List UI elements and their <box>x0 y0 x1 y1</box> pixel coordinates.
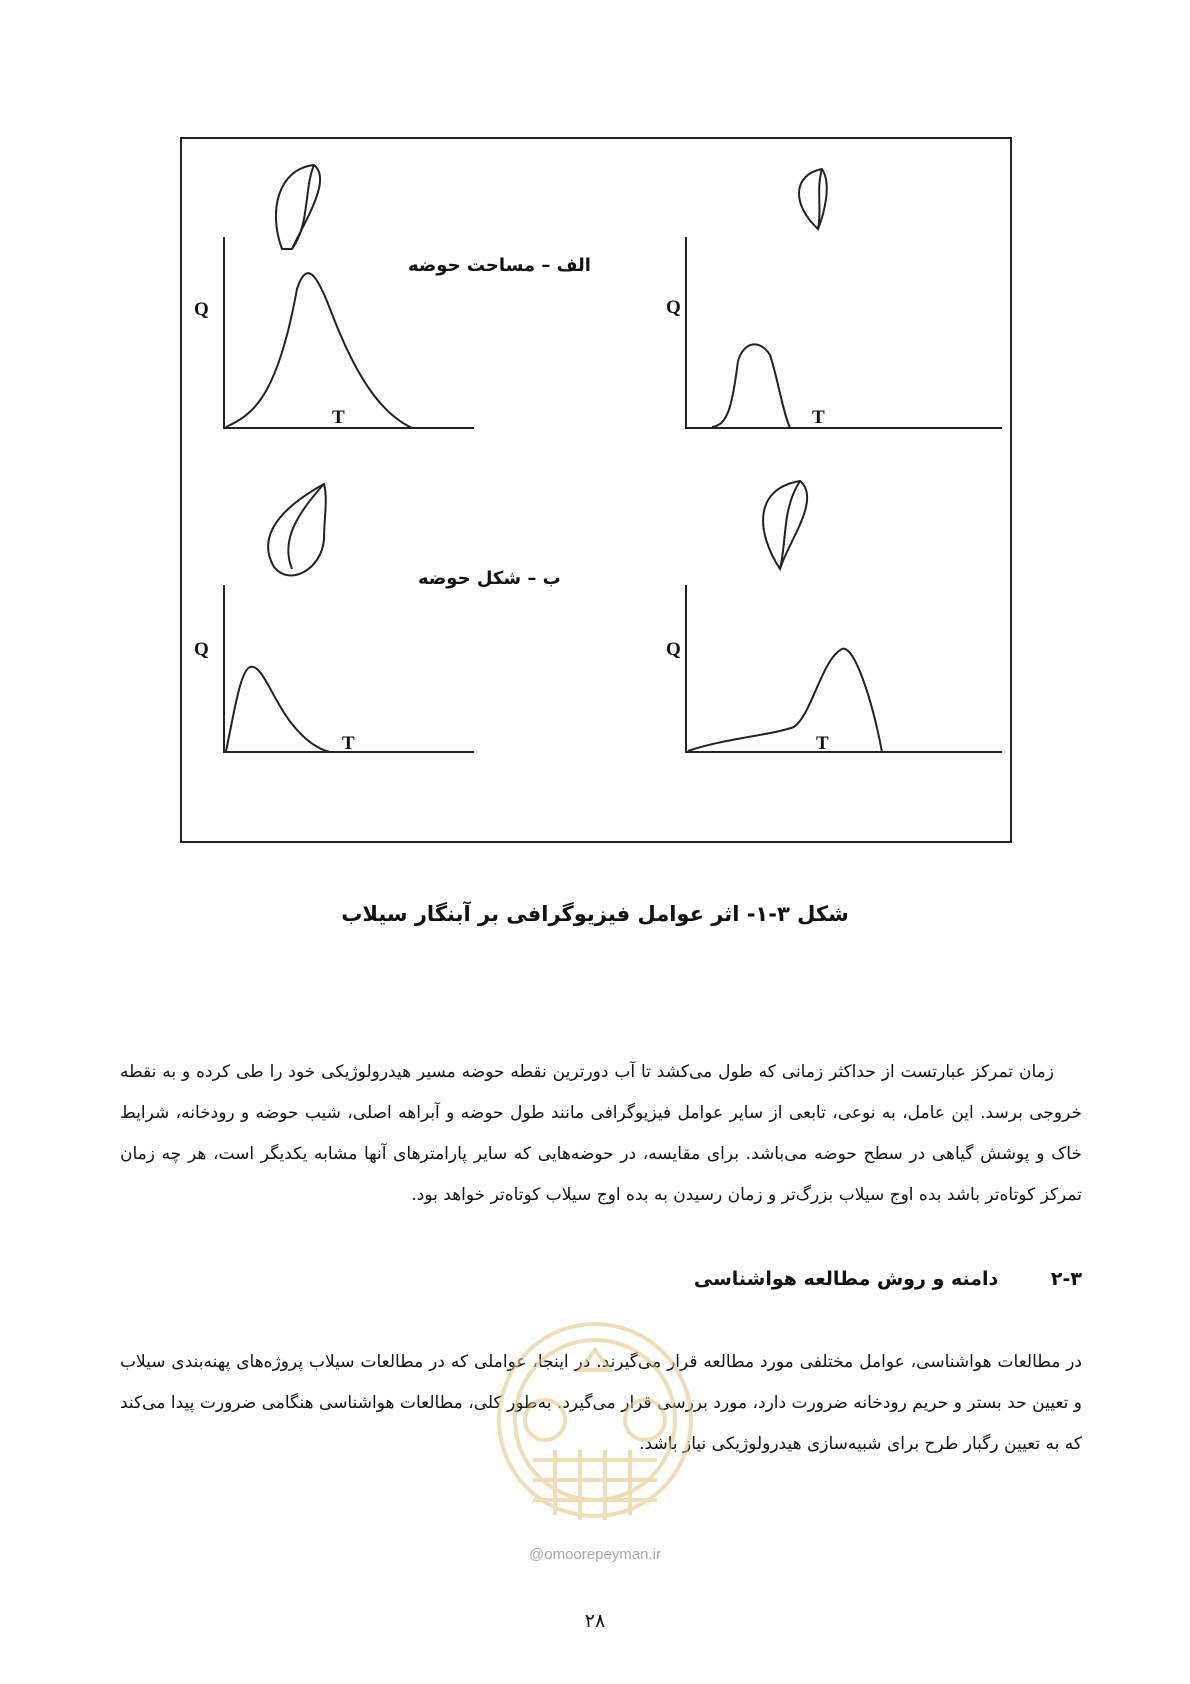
axis-label-t: T <box>342 733 355 754</box>
hydrograph-curve-wide-basin <box>226 667 330 752</box>
hydrograph-figure <box>182 139 1010 841</box>
paragraph-time-of-concentration: زمان تمرکز عبارتست از حداکثر زمانی که طول می‌کشد تا آب دورترین نقطه حوضه مسیر هیدرولوژیکی خود را طی کرده و به نقطه خروجی برسد. این عامل، به نوعی، تابعی از سایر عوامل فیزیوگرافی مانند طول حوضه و آبراهه اصلی، شیب حوضه و رودخانه، شرایط خاک و پوشش گیاهی در سطح حوضه می‌باشد. برای مقایسه، در حوضه‌هایی که سایر پارامترهای آنها مشابه یکدیگر است، هر چه زمان تمرکز کوتاه‌تر باشد بده اوج سیلاب بزرگ‌تر و زمان رسیدن به بده اوج سیلاب کوتاه‌تر خواهد بود. <box>120 1062 1082 1205</box>
section-heading <box>694 1268 1082 1290</box>
hydrograph-axes-a-right <box>686 237 1002 428</box>
axis-label-t: T <box>332 407 345 428</box>
basin-outline-wide <box>268 484 326 575</box>
watermark-url: @omoorepeyman.ir <box>529 1546 661 1563</box>
figure-caption: شکل ۳-۱- اثر عوامل فیزیوگرافی بر آبنگار سیلاب <box>341 902 849 926</box>
hydrograph-axes-b-right <box>686 585 1002 752</box>
axis-label-q: Q <box>666 297 681 318</box>
section-title: دامنه و روش مطالعه هواشناسی <box>693 1268 999 1290</box>
panel-b-label: ب – شکل حوضه <box>418 568 561 589</box>
axis-label-q: Q <box>194 639 209 660</box>
axis-label-t: T <box>812 407 825 428</box>
hydrograph-curve-large-basin <box>226 273 412 428</box>
panel-a-label: الف – مساحت حوضه <box>408 255 591 276</box>
paragraph-meteorology: در مطالعات هواشناسی، عوامل مختلفی مورد مطالعه قرار می‌گیرند. در اینجا، عواملی که در مطالعات سیلاب پروژه‌های پهنه‌بندی سیلاب و تعیین حد بستر و حریم رودخانه ضرورت دارد، مورد بررسی قرار می‌گیرد. به‌طور کلی، مطالعات هواشناسی هنگامی ضرورت پیدا می‌کند که به تعیین رگبار طرح برای شبیه‌سازی هیدرولوژیکی نیاز باشد. <box>120 1352 1082 1454</box>
hydrograph-curve-elongated-basin <box>688 649 882 752</box>
basin-outline-elongated <box>763 481 807 569</box>
section-number: ۲-۳ <box>1050 1268 1082 1290</box>
hydrograph-axes-b-left <box>224 585 474 752</box>
page-number: ۲۸ <box>584 1610 606 1632</box>
axis-label-q: Q <box>194 299 209 320</box>
hydrograph-curve-small-basin <box>712 344 790 428</box>
axis-label-q: Q <box>666 639 681 660</box>
axis-label-t: T <box>816 733 829 754</box>
watermark-seal <box>485 1310 705 1560</box>
basin-outline-large <box>276 165 320 249</box>
basin-outline-small <box>799 169 827 229</box>
figure-frame <box>180 137 1012 843</box>
